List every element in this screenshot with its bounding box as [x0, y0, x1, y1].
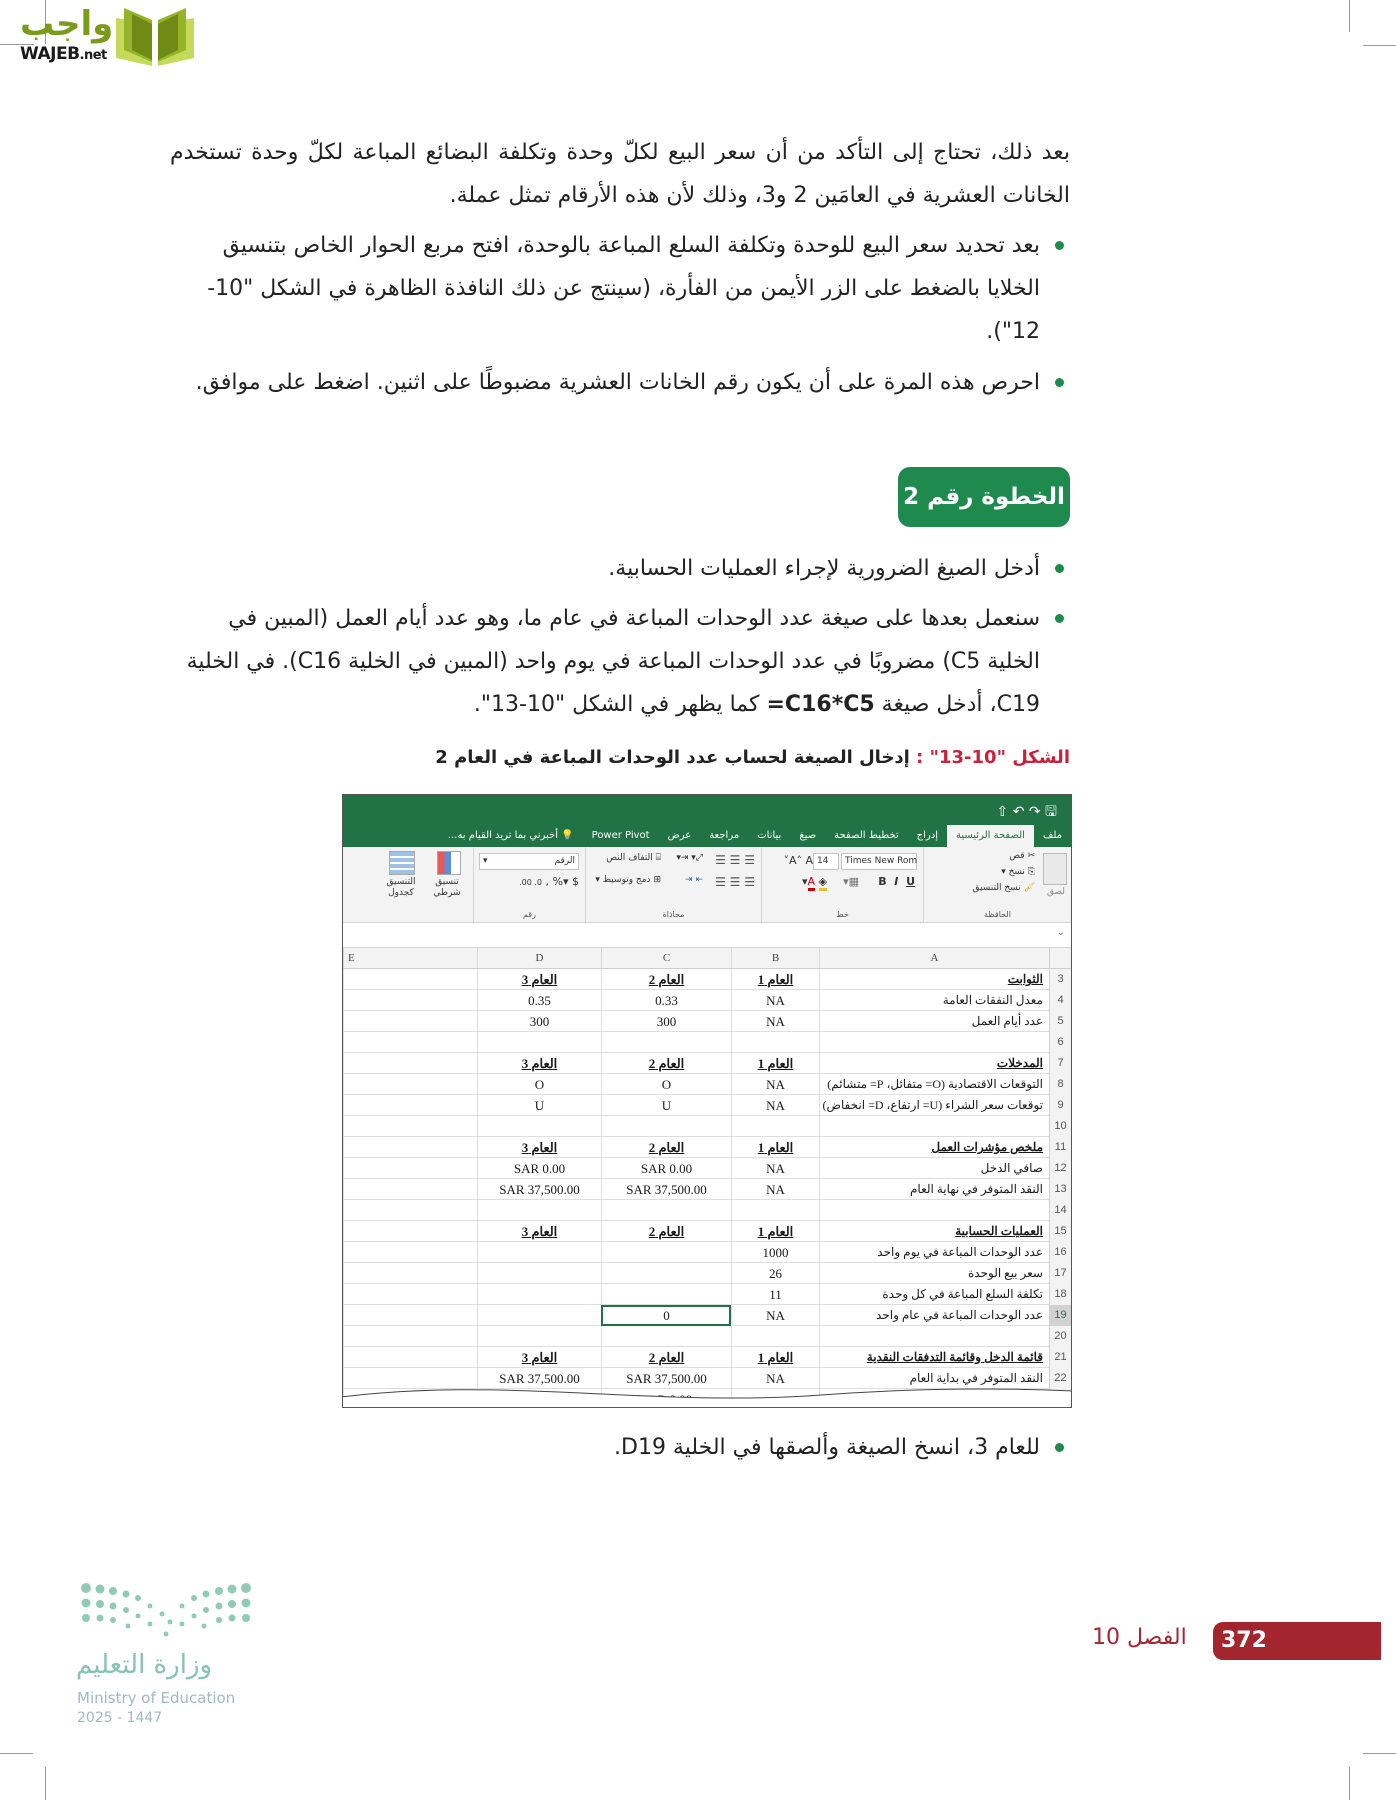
- borders-icon[interactable]: ▦▾: [843, 875, 859, 888]
- row-header[interactable]: 17: [1049, 1263, 1071, 1284]
- table-row: [343, 990, 1071, 1011]
- cell-D22[interactable]: SAR 37,500.00: [477, 1368, 601, 1389]
- ministry-logo-icon: [76, 1580, 256, 1640]
- row-header[interactable]: 11: [1049, 1137, 1071, 1158]
- crop-mark: [1363, 45, 1396, 46]
- brush-icon: 🖌: [1023, 883, 1035, 893]
- ribbon-tabs: [343, 823, 1071, 847]
- cell-A9[interactable]: توقعات سعر الشراء (U= ارتفاع، D= انخفاض): [819, 1095, 1049, 1116]
- cell-D7[interactable]: العام 3: [477, 1053, 601, 1074]
- merge-center-button[interactable]: ⊞ دمج وتوسيط ▾: [595, 875, 661, 885]
- cell-D21[interactable]: العام 3: [477, 1347, 601, 1368]
- cell-D16[interactable]: [477, 1242, 601, 1263]
- column-headers: [343, 948, 1071, 969]
- ministry-name-english: Ministry of Education: [77, 1689, 236, 1707]
- cell-D11[interactable]: العام 3: [477, 1137, 601, 1158]
- cell-E15[interactable]: [343, 1221, 477, 1242]
- italic-button: I: [894, 875, 899, 888]
- cell-E20[interactable]: [343, 1326, 477, 1347]
- font-name-select[interactable]: Times New Rom: [841, 853, 917, 870]
- cell-A22[interactable]: النقد المتوفر في بداية العام: [819, 1368, 1049, 1389]
- cell-C4[interactable]: 0.33: [601, 990, 731, 1011]
- table-row: [343, 1095, 1071, 1116]
- cell-B12[interactable]: NA: [731, 1158, 819, 1179]
- tab-review[interactable]: مراجعة: [709, 830, 740, 841]
- row-header[interactable]: 19: [1049, 1305, 1071, 1326]
- orientation-button[interactable]: ⤢▾ ⇥▾: [676, 853, 703, 863]
- cell-D18[interactable]: [477, 1284, 601, 1305]
- torn-edge: [342, 1387, 1072, 1408]
- cell-D4[interactable]: 0.35: [477, 990, 601, 1011]
- table-row: [343, 1347, 1071, 1368]
- edition-year: 2025 - 1447: [77, 1710, 163, 1726]
- copy-icon: ⎘: [1027, 867, 1035, 877]
- column-header-a[interactable]: A: [819, 948, 1049, 968]
- ribbon-home: [343, 847, 1071, 923]
- cell-E12[interactable]: [343, 1158, 477, 1179]
- fill-color-icon: ◈: [819, 875, 827, 891]
- number-format-select[interactable]: الرقم ▾: [479, 853, 579, 870]
- cell-A15[interactable]: العمليات الحسابية: [819, 1221, 1049, 1242]
- font-color-icon: A: [808, 875, 816, 891]
- table-row: [343, 969, 1071, 990]
- cell-C22[interactable]: SAR 37,500.00: [601, 1368, 731, 1389]
- bullet-dot-icon: [1055, 564, 1064, 573]
- scissors-icon: ✂: [1027, 851, 1035, 861]
- cell-A6[interactable]: [819, 1032, 1049, 1053]
- crop-mark: [1349, 0, 1350, 32]
- chapter-label: الفصل 10: [1092, 1625, 1187, 1650]
- underline-button: U: [906, 875, 915, 888]
- copy-button[interactable]: ⎘ نسخ ▾: [1001, 867, 1035, 877]
- cell-A16[interactable]: عدد الوحدات المباعة في يوم واحد: [819, 1242, 1049, 1263]
- column-header-b[interactable]: B: [731, 948, 819, 968]
- tab-power-pivot[interactable]: Power Pivot: [591, 830, 650, 841]
- wrap-text-button[interactable]: ⌸ التفاف النص: [606, 853, 661, 863]
- table-row: [343, 1074, 1071, 1095]
- bullet-dot-icon: [1055, 1443, 1064, 1452]
- cell-C6[interactable]: [601, 1032, 731, 1053]
- cell-A10[interactable]: [819, 1116, 1049, 1137]
- clipboard-group: [923, 847, 1071, 922]
- cell-C5[interactable]: 300: [601, 1011, 731, 1032]
- cell-E7[interactable]: [343, 1053, 477, 1074]
- cell-D5[interactable]: 300: [477, 1011, 601, 1032]
- table-row: [343, 1179, 1071, 1200]
- logo-arabic-text: واجب: [20, 4, 114, 44]
- row-header[interactable]: 13: [1049, 1179, 1071, 1200]
- cell-E16[interactable]: [343, 1242, 477, 1263]
- cell-B21[interactable]: العام 1: [731, 1347, 819, 1368]
- lightbulb-icon: 💡: [561, 830, 574, 841]
- row-header[interactable]: 22: [1049, 1368, 1071, 1389]
- table-row: [343, 1326, 1071, 1347]
- cell-D13[interactable]: SAR 37,500.00: [477, 1179, 601, 1200]
- figure-title: إدخال الصيغة لحساب عدد الوحدات المباعة في العام 2: [435, 747, 910, 768]
- cell-C3[interactable]: العام 2: [601, 969, 731, 990]
- cell-C17[interactable]: [601, 1263, 731, 1284]
- cell-B11[interactable]: العام 1: [731, 1137, 819, 1158]
- conditional-formatting-icon[interactable]: [437, 851, 461, 875]
- cell-D19[interactable]: [477, 1305, 601, 1326]
- column-header-e[interactable]: E: [343, 948, 477, 968]
- font-size-select[interactable]: 14: [813, 853, 839, 870]
- format-as-table-button[interactable]: التنسيق كجدول: [386, 877, 416, 898]
- cell-D8[interactable]: O: [477, 1074, 601, 1095]
- formula-text: =C16*C5: [766, 692, 875, 717]
- cell-A4[interactable]: معدل النفقات العامة: [819, 990, 1049, 1011]
- step-badge: الخطوة رقم 2: [898, 467, 1070, 527]
- cell-E9[interactable]: [343, 1095, 477, 1116]
- bullet-item: بعد تحديد سعر البيع للوحدة وتكلفة السلع المباعة بالوحدة، افتح مربع الحوار الخاص بتنسيق الخلايا بالضغط على الزر الأيمن من الفأرة، (سينتج عن ذلك النافذة الظاهرة في الشكل "10-12").: [170, 224, 1070, 353]
- figure-caption: [435, 747, 1070, 768]
- cell-B20[interactable]: [731, 1326, 819, 1347]
- cell-B18[interactable]: 11: [731, 1284, 819, 1305]
- bullet-item: أدخل الصيغ الضرورية لإجراء العمليات الحسابية.: [170, 547, 1070, 590]
- cell-E3[interactable]: [343, 969, 477, 990]
- alignment-group: [585, 847, 761, 922]
- tab-file[interactable]: ملف: [1042, 830, 1062, 841]
- select-all-corner[interactable]: [1049, 948, 1071, 968]
- wrap-text-icon: ⌸: [655, 853, 661, 863]
- cell-C15[interactable]: العام 2: [601, 1221, 731, 1242]
- format-painter-button[interactable]: 🖌 نسخ التنسيق: [972, 883, 1035, 893]
- cell-B3[interactable]: العام 1: [731, 969, 819, 990]
- tab-page-layout[interactable]: تخطيط الصفحة: [834, 830, 899, 841]
- excel-title-bar: [343, 795, 1071, 847]
- table-row: [343, 1137, 1071, 1158]
- row-header[interactable]: 20: [1049, 1326, 1071, 1347]
- table-row: [343, 1305, 1071, 1326]
- cell-C16[interactable]: [601, 1242, 731, 1263]
- conditional-formatting-button[interactable]: تنسيق شرطي: [433, 877, 461, 898]
- cell-D10[interactable]: [477, 1116, 601, 1137]
- row-header[interactable]: 14: [1049, 1200, 1071, 1221]
- row-header[interactable]: 5: [1049, 1011, 1071, 1032]
- cell-D17[interactable]: [477, 1263, 601, 1284]
- bold-button: B: [878, 875, 887, 888]
- table-row: [343, 1368, 1071, 1389]
- crop-mark: [0, 1753, 33, 1754]
- paste-icon[interactable]: [1043, 853, 1067, 885]
- vertical-align-buttons[interactable]: ☰ ☰ ☰: [715, 853, 755, 867]
- cell-B8[interactable]: NA: [731, 1074, 819, 1095]
- tab-insert[interactable]: إدراج: [916, 830, 938, 841]
- decimal-buttons: .00 .0: [519, 878, 543, 887]
- number-format-buttons[interactable]: .00 .0 , %▾ $: [519, 875, 579, 888]
- figure-label: الشكل "10-13" :: [916, 747, 1070, 768]
- row-header[interactable]: 9: [1049, 1095, 1071, 1116]
- cell-C12[interactable]: SAR 0.00: [601, 1158, 731, 1179]
- horizontal-align-buttons[interactable]: ☰ ☰ ☰: [715, 875, 755, 889]
- intro-paragraph: بعد ذلك، تحتاج إلى التأكد من أن سعر البيع لكلّ وحدة وتكلفة البضائع المباعة لكلّ وحدة تستخدم الخانات العشرية في العامَين 2 و3، وذلك لأن هذه الأرقام تمثل عملة.: [170, 140, 1070, 208]
- cell-C19[interactable]: 0: [601, 1305, 731, 1326]
- cell-B17[interactable]: 26: [731, 1263, 819, 1284]
- cell-E4[interactable]: [343, 990, 477, 1011]
- cell-D20[interactable]: [477, 1326, 601, 1347]
- cell-C8[interactable]: O: [601, 1074, 731, 1095]
- cell-D9[interactable]: U: [477, 1095, 601, 1116]
- table-row: [343, 1032, 1071, 1053]
- bullet-dot-icon: [1055, 614, 1064, 623]
- cell-E19[interactable]: [343, 1305, 477, 1326]
- crop-mark: [1363, 1753, 1396, 1754]
- cell-C7[interactable]: العام 2: [601, 1053, 731, 1074]
- bullet-item: سنعمل بعدها على صيغة عدد الوحدات المباعة في عام ما، وهو عدد أيام العمل (المبين في الخلية C5) مضروبًا في عدد الوحدات المباعة في يوم واحد (المبين في الخلية C16). في الخلية C19، أدخل صيغة =C16*C5 كما يظهر في الشكل "10-13".: [170, 597, 1070, 726]
- cell-E22[interactable]: [343, 1368, 477, 1389]
- cell-B16[interactable]: 1000: [731, 1242, 819, 1263]
- bullet-dot-icon: [1055, 378, 1064, 387]
- cell-B9[interactable]: NA: [731, 1095, 819, 1116]
- cell-C13[interactable]: SAR 37,500.00: [601, 1179, 731, 1200]
- cell-B13[interactable]: NA: [731, 1179, 819, 1200]
- cell-B10[interactable]: [731, 1116, 819, 1137]
- cell-B6[interactable]: [731, 1032, 819, 1053]
- formula-bar[interactable]: [343, 923, 1071, 948]
- font-grow-shrink-buttons[interactable]: A˄ A˅: [783, 854, 813, 867]
- cell-A19[interactable]: عدد الوحدات المباعة في عام واحد: [819, 1305, 1049, 1326]
- tab-home[interactable]: الصفحة الرئيسية: [947, 825, 1034, 847]
- table-row: [343, 1263, 1071, 1284]
- tell-me-search[interactable]: 💡 أخبرني بما تريد القيام به...: [447, 830, 574, 841]
- font-color-button[interactable]: ◈ A▾: [802, 875, 827, 888]
- cell-B22[interactable]: NA: [731, 1368, 819, 1389]
- crop-mark: [1349, 1767, 1350, 1800]
- row-header[interactable]: 21: [1049, 1347, 1071, 1368]
- expand-formula-bar-icon[interactable]: ⌄: [1056, 927, 1065, 938]
- cell-D6[interactable]: [477, 1032, 601, 1053]
- cell-E8[interactable]: [343, 1074, 477, 1095]
- cell-B15[interactable]: العام 1: [731, 1221, 819, 1242]
- format-as-table-icon[interactable]: [389, 851, 415, 875]
- cell-E18[interactable]: [343, 1284, 477, 1305]
- cell-E21[interactable]: [343, 1347, 477, 1368]
- cell-A7[interactable]: المدخلات: [819, 1053, 1049, 1074]
- cell-C21[interactable]: العام 2: [601, 1347, 731, 1368]
- row-header[interactable]: 7: [1049, 1053, 1071, 1074]
- cell-D15[interactable]: العام 3: [477, 1221, 601, 1242]
- alignment-group-label: محاذاة: [662, 910, 685, 919]
- cell-B19[interactable]: NA: [731, 1305, 819, 1326]
- font-group-label: خط: [836, 910, 849, 919]
- cell-A17[interactable]: سعر بيع الوحدة: [819, 1263, 1049, 1284]
- cell-C10[interactable]: [601, 1116, 731, 1137]
- font-group: [761, 847, 923, 922]
- cell-C11[interactable]: العام 2: [601, 1137, 731, 1158]
- cell-B7[interactable]: العام 1: [731, 1053, 819, 1074]
- cell-C14[interactable]: [601, 1200, 731, 1221]
- paste-button[interactable]: لصق: [1046, 887, 1065, 897]
- merge-icon: ⊞: [653, 875, 661, 885]
- ministry-name-arabic: وزارة التعليم: [76, 1650, 213, 1680]
- table-row: [343, 1284, 1071, 1305]
- wajeb-logo: [8, 4, 193, 66]
- tab-formulas[interactable]: صيغ: [799, 830, 817, 841]
- table-row: [343, 1053, 1071, 1074]
- cell-D12[interactable]: SAR 0.00: [477, 1158, 601, 1179]
- clipboard-group-label: الحافظة: [984, 910, 1011, 919]
- table-row: [343, 1200, 1071, 1221]
- cell-A5[interactable]: عدد أيام العمل: [819, 1011, 1049, 1032]
- row-header[interactable]: 16: [1049, 1242, 1071, 1263]
- cell-E17[interactable]: [343, 1263, 477, 1284]
- bullet-dot-icon: [1055, 241, 1064, 250]
- number-group-label: رقم: [522, 910, 536, 919]
- cell-A18[interactable]: تكلفة السلع المباعة في كل وحدة: [819, 1284, 1049, 1305]
- styles-group: [343, 847, 473, 922]
- row-header[interactable]: 12: [1049, 1158, 1071, 1179]
- cell-B14[interactable]: [731, 1200, 819, 1221]
- cell-E13[interactable]: [343, 1179, 477, 1200]
- tab-data[interactable]: بيانات: [757, 830, 782, 841]
- cell-B5[interactable]: NA: [731, 1011, 819, 1032]
- row-header[interactable]: 6: [1049, 1032, 1071, 1053]
- row-header[interactable]: 15: [1049, 1221, 1071, 1242]
- book-icon: [114, 6, 196, 66]
- cell-E6[interactable]: [343, 1032, 477, 1053]
- cell-A21[interactable]: قائمة الدخل وقائمة التدفقات النقدية: [819, 1347, 1049, 1368]
- cell-A11[interactable]: ملخص مؤشرات العمل: [819, 1137, 1049, 1158]
- cell-B4[interactable]: NA: [731, 990, 819, 1011]
- cell-E5[interactable]: [343, 1011, 477, 1032]
- table-row: [343, 1011, 1071, 1032]
- table-row: [343, 1116, 1071, 1137]
- quick-access-toolbar[interactable]: ⇧ ↶ ↷ 🖫: [996, 804, 1057, 820]
- cut-button[interactable]: ✂ قص: [1009, 851, 1035, 861]
- crop-mark: [45, 1767, 46, 1800]
- row-header[interactable]: 8: [1049, 1074, 1071, 1095]
- cell-D3[interactable]: العام 3: [477, 969, 601, 990]
- cell-C18[interactable]: [601, 1284, 731, 1305]
- cell-E14[interactable]: [343, 1200, 477, 1221]
- column-header-d[interactable]: D: [477, 948, 601, 968]
- cell-D14[interactable]: [477, 1200, 601, 1221]
- cell-C20[interactable]: [601, 1326, 731, 1347]
- logo-english-text: WAJEB.net: [20, 44, 107, 64]
- bullet-item: احرص هذه المرة على أن يكون رقم الخانات العشرية مضبوطًا على اثنين. اضغط على موافق.: [170, 361, 1070, 404]
- page-number-badge: 372: [1213, 1622, 1381, 1660]
- cell-A8[interactable]: التوقعات الاقتصادية (O= متفائل، P= متشائم): [819, 1074, 1049, 1095]
- row-header[interactable]: 10: [1049, 1116, 1071, 1137]
- column-header-c[interactable]: C: [601, 948, 731, 968]
- cell-C9[interactable]: U: [601, 1095, 731, 1116]
- cell-A12[interactable]: صافي الدخل: [819, 1158, 1049, 1179]
- row-header[interactable]: 3: [1049, 969, 1071, 990]
- bullet-item: للعام 3، انسخ الصيغة وألصقها في الخلية D19.: [170, 1426, 1070, 1469]
- cell-E10[interactable]: [343, 1116, 477, 1137]
- cell-A3[interactable]: الثوابت: [819, 969, 1049, 990]
- table-row: [343, 1242, 1071, 1263]
- excel-screenshot: [342, 794, 1072, 1408]
- cell-A20[interactable]: [819, 1326, 1049, 1347]
- number-group: [473, 847, 585, 922]
- cell-A13[interactable]: النقد المتوفر في نهاية العام: [819, 1179, 1049, 1200]
- row-header[interactable]: 18: [1049, 1284, 1071, 1305]
- font-style-buttons[interactable]: [878, 875, 915, 888]
- tab-view[interactable]: عرض: [667, 830, 692, 841]
- table-row: [343, 1158, 1071, 1179]
- row-header[interactable]: 4: [1049, 990, 1071, 1011]
- cell-E11[interactable]: [343, 1137, 477, 1158]
- cell-A14[interactable]: [819, 1200, 1049, 1221]
- table-row: [343, 1221, 1071, 1242]
- indent-buttons[interactable]: ⇤ ⇥: [685, 875, 703, 885]
